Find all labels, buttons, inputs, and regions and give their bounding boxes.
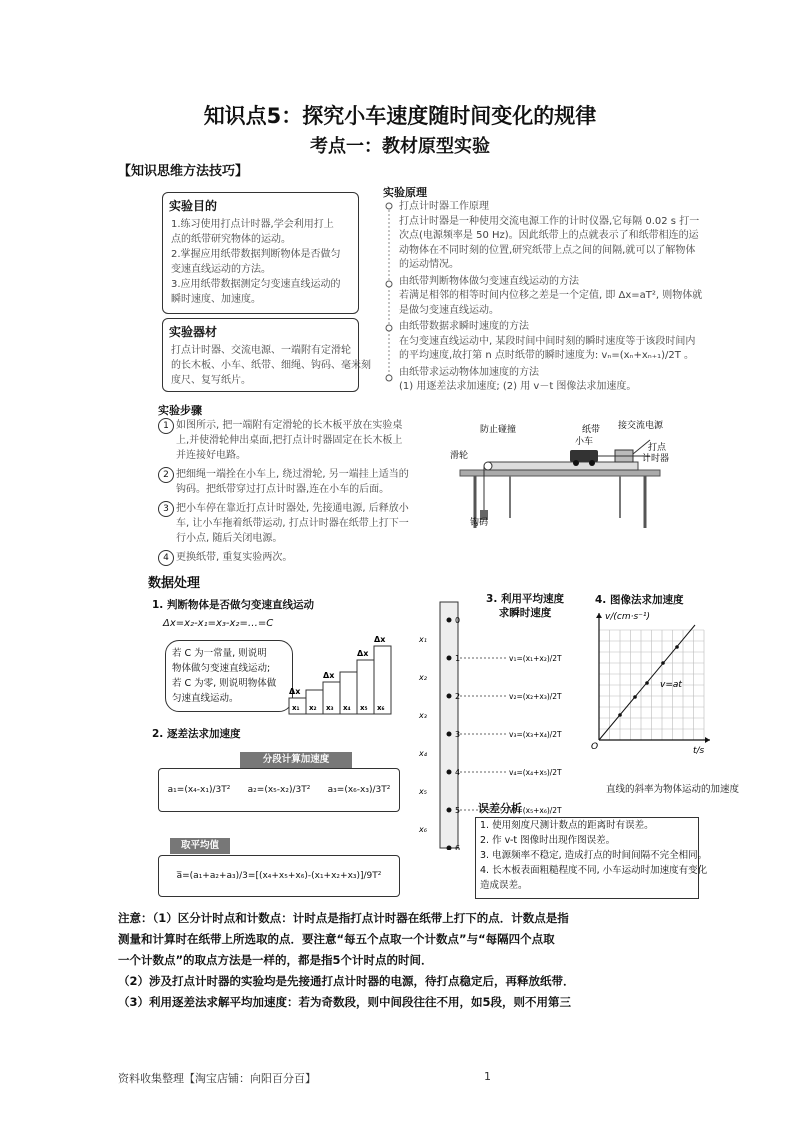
page-subtitle: 考点一：教材原型实验 <box>310 136 490 157</box>
data-processing-title: 数据处理 <box>148 576 201 591</box>
graph-point <box>645 681 649 685</box>
error-box <box>475 817 708 899</box>
label-tape: 纸带 <box>582 425 601 435</box>
principle-item1-text <box>399 215 702 273</box>
tape-point <box>447 770 452 775</box>
tape-point-label: 2 <box>455 692 461 701</box>
part1-bubble <box>165 640 293 712</box>
part2-avg-box <box>158 855 400 897</box>
error-line: 3. 电源频率不稳定, 造成打点的时间间隔不完全相同。 <box>480 850 708 861</box>
step-text: 上,并使滑轮伸出桌面,把打点计时器固定在长木板上 <box>176 435 403 446</box>
note-line: 一个计数点”的取点方法是一样的，都是指5个计时点的时间． <box>118 953 433 967</box>
tape-point-label: 6 <box>455 844 461 850</box>
part1-title: 1. 判断物体是否做匀变速直线运动 <box>152 599 314 611</box>
step-text: 把细绳一端拴在小车上, 绕过滑轮, 另一端挂上适当的 <box>176 469 409 480</box>
step-number: 1 <box>158 418 174 434</box>
graph-point <box>618 713 622 717</box>
purpose-line: 3.应用纸带数据测定匀变速直线运动的 <box>171 279 341 290</box>
dx-label-1: Δx <box>289 687 301 696</box>
part4-title: 4. 图像法求加速度 <box>595 594 684 606</box>
label-cart: 小车 <box>575 437 594 447</box>
step-number: 4 <box>158 550 174 566</box>
equipment-line: 打点计时器、交流电源、一端附有定滑轮 <box>171 345 351 356</box>
tape-segment-label: x₁ <box>419 635 427 644</box>
error-title: 误差分析 <box>478 802 522 815</box>
formula-a1: a₁=(x₄-x₁)/3T² <box>167 785 231 795</box>
part2-title: 2. 逐差法求加速度 <box>152 728 241 740</box>
notes-block <box>118 908 718 1013</box>
label-ac-power: 接交流电源 <box>618 421 664 431</box>
principle-item2-text <box>399 289 702 318</box>
graph-point <box>661 661 665 665</box>
label-weight: 钩码 <box>470 518 489 528</box>
label-pulley: 滑轮 <box>450 451 469 461</box>
tape-point-label: 4 <box>455 768 461 777</box>
bubble-line: 若 C 为一常量, 则说明 <box>172 648 267 659</box>
page-title: 知识点5：探究小车速度随时间变化的规律 <box>203 104 597 128</box>
stair-label: x₂ <box>309 704 317 712</box>
note-line: 测量和计算时在纸带上所选取的点．要注意“每五个点取一个计数点”与“每隔四个点取 <box>118 932 555 946</box>
bubble-line: 匀速直线运动。 <box>172 693 239 704</box>
tape-point <box>447 808 452 813</box>
note-line: （3）利用逐差法求解平均加速度：若为奇数段，则中间段往往不用，如5段，则不用第三 <box>118 995 571 1009</box>
stair-label: x₃ <box>326 704 334 712</box>
part1-formula: Δx=x₂-x₁=x₃-x₂=…=C <box>163 618 274 629</box>
principle-timeline <box>383 200 395 400</box>
error-line: 2. 作 v-t 图像时出现作图误差。 <box>480 835 616 846</box>
principle-item4-title: 由纸带求运动物体加速度的方法 <box>399 366 539 378</box>
step-text: 并连接好电路。 <box>176 450 246 461</box>
step-text: 行小点, 随后关闭电源。 <box>176 533 283 544</box>
velocity-formula: v₂=(x₂+x₃)/2T <box>509 692 562 701</box>
equipment-text <box>171 343 371 388</box>
tape-point-label: 3 <box>455 730 461 739</box>
step-item <box>158 467 448 497</box>
equipment-title: 实验器材 <box>169 325 218 339</box>
steps-list <box>158 418 448 569</box>
tape-segment-label: x₆ <box>419 825 427 834</box>
principle-line: 次点(电源频率是 50 Hz)。因此纸带上的点就表示了和纸带相连的运 <box>399 230 699 241</box>
equipment-line: 度尺、复写纸片。 <box>171 375 251 386</box>
equipment-line: 的长木板、小车、纸带、细绳、钩码、毫米刻 <box>171 360 371 371</box>
principle-item3-title: 由纸带数据求瞬时速度的方法 <box>399 321 529 332</box>
section-heading: 【知识思维方法技巧】 <box>118 164 249 179</box>
graph-ylabel: v/(cm·s⁻¹) <box>605 612 651 622</box>
velocity-formula: v₃=(x₃+x₄)/2T <box>509 730 562 739</box>
apparatus-illustration <box>450 410 680 530</box>
step-item <box>158 550 448 565</box>
graph-xlabel: t/s <box>693 746 705 756</box>
label-timer-2: 计时器 <box>642 454 670 464</box>
formula-avg: a̅=(a₁+a₂+a₃)/3=[(x₄+x₅+x₆)-(x₁+x₂+x₃)]/9T² <box>176 871 382 881</box>
principle-line: 是做匀变速直线运动。 <box>399 304 499 316</box>
footer-source: 资料收集整理【淘宝店铺：向阳百分百】 <box>118 1072 316 1085</box>
stair-label: x₄ <box>343 704 351 712</box>
step-text: 钩码。把纸带穿过打点计时器,连在小车的后面。 <box>176 484 390 495</box>
principle-line: 在匀变速直线运动中, 某段时间中间时刻的瞬时速度等于该段时间内 <box>399 335 696 347</box>
graph-point <box>675 645 679 649</box>
formula-a2: a₂=(x₅-x₂)/3T² <box>247 785 311 795</box>
step-item <box>158 418 448 463</box>
stair-label: x₁ <box>292 704 300 712</box>
purpose-line: 2.掌握应用纸带数据判断物体是否做匀 <box>171 249 341 260</box>
part2-tag: 分段计算加速度 <box>240 752 352 768</box>
part2-tag2: 取平均值 <box>170 838 230 854</box>
step-text: 如图所示, 把一端附有定滑轮的长木板平放在实验桌 <box>176 420 403 431</box>
tape-segment-label: x₅ <box>419 787 427 796</box>
graph-origin: O <box>591 742 599 752</box>
tape-segment-label: x₂ <box>419 673 427 682</box>
tape-point-label: 5 <box>455 806 461 815</box>
velocity-formula: v₁=(x₁+x₂)/2T <box>509 654 562 663</box>
error-line: 4. 长木板表面粗糙程度不同, 小车运动时加速度有变化 <box>480 865 708 876</box>
tape-point <box>447 732 452 737</box>
principle-item4-text <box>399 380 702 395</box>
velocity-formula: v₄=(x₄+x₅)/2T <box>509 768 562 777</box>
dx-label-3: Δx <box>357 649 369 658</box>
step-text: 车, 让小车拖着纸带运动, 打点计时器在纸带上打下一 <box>176 518 409 529</box>
purpose-line: 瞬时速度、加速度。 <box>171 294 261 305</box>
tape-segment-label: x₃ <box>419 711 427 720</box>
bubble-line: 物体做匀变速直线运动; <box>172 663 271 674</box>
purpose-line: 点的纸带研究物体的运动。 <box>171 234 291 245</box>
principle-item1-title: 打点计时器工作原理 <box>399 201 489 212</box>
note-line: 注意：（1）区分计时点和计数点：计时点是指打点计时器在纸带上打下的点．计数点是指 <box>118 911 569 925</box>
tape-point-label: 1 <box>455 654 461 663</box>
part3-title: 3. 利用平均速度 求瞬时速度 <box>486 593 564 619</box>
step-text: 更换纸带, 重复实验两次。 <box>176 552 293 563</box>
tape-point <box>447 656 452 661</box>
principle-item3-text <box>399 335 702 364</box>
stair-diagram <box>285 620 395 720</box>
principle-title: 实验原理 <box>383 186 427 199</box>
tape-point-label: 0 <box>455 616 461 625</box>
error-line: 造成误差。 <box>480 880 528 891</box>
steps-title: 实验步骤 <box>158 404 202 417</box>
velocity-formula: v₅=(x₅+x₆)/2T <box>509 806 562 815</box>
label-collision: 防止碰撞 <box>480 425 517 435</box>
principle-item2-title: 由纸带判断物体做匀变速直线运动的方法 <box>399 275 579 287</box>
formula-a3: a₃=(x₆-x₃)/3T² <box>327 785 391 795</box>
principle-line: 打点计时器是一种使用交流电源工作的计时仪器,它每隔 0.02 s 打一 <box>399 215 700 227</box>
purpose-line: 1.练习使用打点计时器,学会利用打上 <box>171 219 334 230</box>
tape-point <box>447 618 452 623</box>
stair-label: x₆ <box>377 704 385 712</box>
principle-line: 动物体在不同时刻的位置,研究纸带上点之间的间隔,就可以了解物体 <box>399 244 696 256</box>
bubble-line: 若 C 为零, 则说明物体做 <box>172 678 277 689</box>
tape-point <box>447 694 452 699</box>
principle-line: (1) 用逐差法求加速度; (2) 用 v－t 图像法求加速度。 <box>399 381 637 392</box>
graph-equation: v=at <box>660 680 682 690</box>
error-line: 1. 使用刻度尺测计数点的距离时有误差。 <box>480 820 654 831</box>
principle-line: 若满足相邻的相等时间内位移之差是一个定值, 即 Δx=aT², 则物体就 <box>399 290 703 301</box>
step-text: 把小车停在靠近打点计时器处, 先接通电源, 后释放小 <box>176 503 409 514</box>
principle-line: 的平均速度,故打第 n 点时纸带的瞬时速度为: vₙ=(xₙ+xₙ₊₁)/2T 。 <box>399 350 694 361</box>
part2-formula-box <box>158 768 400 812</box>
equipment-box <box>162 318 371 392</box>
page-number: 1 <box>484 1070 491 1083</box>
purpose-text <box>171 217 352 307</box>
step-number: 2 <box>158 467 174 483</box>
tape-segment-label: x₄ <box>419 749 427 758</box>
purpose-line: 变速直线运动的方法。 <box>171 264 271 275</box>
step-item <box>158 501 448 546</box>
dx-label-2: Δx <box>323 671 335 680</box>
purpose-title: 实验目的 <box>169 199 218 213</box>
note-line: （2）涉及打点计时器的实验均是先接通打点计时器的电源，待打点稳定后，再释放纸带． <box>118 974 575 988</box>
label-timer-1: 打点 <box>648 443 667 453</box>
purpose-box <box>162 192 359 314</box>
step-number: 3 <box>158 501 174 517</box>
graph-caption: 直线的斜率为物体运动的加速度 <box>606 784 740 795</box>
graph-point <box>633 695 637 699</box>
principle-line: 的运动情况。 <box>399 259 459 270</box>
dx-label-4: Δx <box>374 635 386 644</box>
stair-label: x₅ <box>360 704 368 712</box>
vt-graph <box>585 605 715 775</box>
